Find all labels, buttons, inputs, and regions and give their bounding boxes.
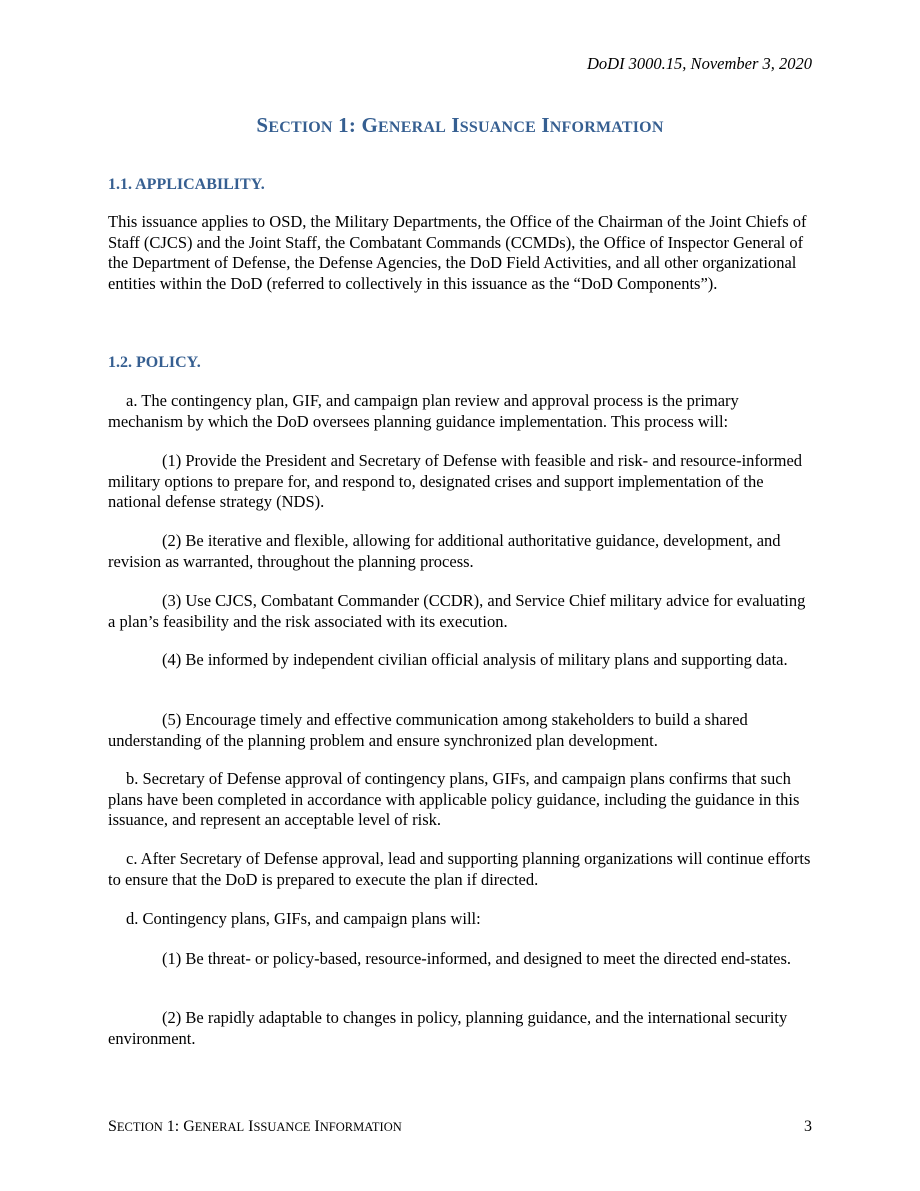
policy-paragraph-a2: (2) Be iterative and flexible, allowing for additional authoritative guidance, development, and revision as warranted, throughout the planning process.	[108, 531, 781, 571]
applicability-text: This issuance applies to OSD, the Military Departments, the Office of the Chairman of the Joint Chiefs of Staff (CJCS) and the Joint Staff, the Combatant Commands (CCMDs), the Office of Inspector General of the Department of Defense, the Defense Agencies, the DoD Field Activities, and all other organizational entities within the DoD (referred to collectively in this issuance as the “DoD Components”).	[108, 212, 807, 293]
policy-paragraph-a: a. The contingency plan, GIF, and campaign plan review and approval process is the primary mechanism by which the DoD oversees planning guidance implementation. This process will:	[108, 391, 739, 431]
applicability-heading: 1.1. APPLICABILITY.	[108, 176, 265, 193]
footer-section-label: SECTION 1: GENERAL ISSUANCE INFORMATION	[108, 1118, 402, 1135]
policy-paragraph-a3: (3) Use CJCS, Combatant Commander (CCDR), and Service Chief military advice for evaluating a plan’s feasibility and the risk associated with its execution.	[108, 591, 806, 631]
section-title-text: SECTION 1: GENERAL ISSUANCE INFORMATION	[256, 113, 664, 137]
policy-paragraph-c: c. After Secretary of Defense approval, lead and supporting planning organizations will continue efforts to ensure that the DoD is prepared to execute the plan if directed.	[108, 849, 811, 889]
policy-paragraph-b: b. Secretary of Defense approval of contingency plans, GIFs, and campaign plans confirms that such plans have been completed in accordance with applicable policy guidance, including the guidance in this issuance, and represent an acceptable level of risk.	[108, 769, 800, 830]
running-header: DoDI 3000.15, November 3, 2020	[586, 54, 812, 73]
running-footer	[108, 1118, 402, 1136]
policy-paragraph-d: d. Contingency plans, GIFs, and campaign plans will:	[126, 909, 481, 928]
policy-paragraph-a5: (5) Encourage timely and effective communication among stakeholders to build a shared understanding of the planning problem and ensure synchronized plan development.	[108, 710, 748, 750]
section-title	[0, 113, 920, 138]
policy-paragraph-d1: (1) Be threat- or policy-based, resource-informed, and designed to meet the directed end-states.	[162, 949, 792, 968]
policy-paragraph-a4: (4) Be informed by independent civilian official analysis of military plans and supporting data.	[162, 650, 788, 669]
policy-paragraph-d2: (2) Be rapidly adaptable to changes in policy, planning guidance, and the international security environment.	[108, 1008, 788, 1048]
policy-heading: 1.2. POLICY.	[108, 354, 201, 371]
policy-paragraph-a1: (1) Provide the President and Secretary of Defense with feasible and risk- and resource-informed military options to prepare for, and respond to, designated crises and support implementation of the national defense strategy (NDS).	[108, 451, 803, 512]
page-number: 3	[804, 1118, 812, 1135]
